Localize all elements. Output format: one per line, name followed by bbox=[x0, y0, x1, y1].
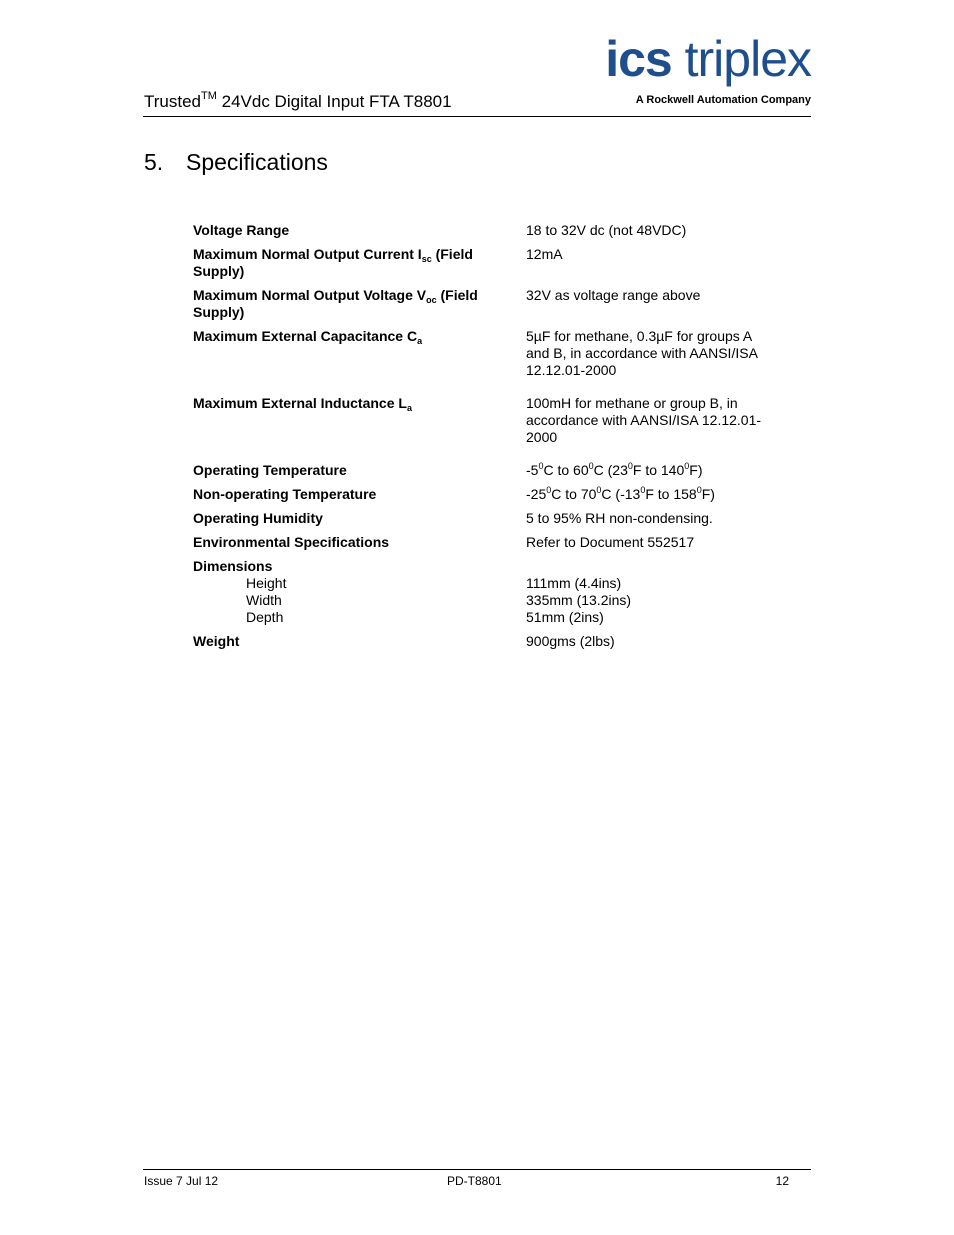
label-subscript: sc bbox=[421, 254, 432, 264]
label-subscript: a bbox=[417, 336, 423, 346]
footer-issue: Issue 7 Jul 12 bbox=[144, 1174, 219, 1188]
spec-row-nonoperating-temperature bbox=[193, 486, 773, 503]
value-text: -5 bbox=[526, 462, 539, 478]
value-text: C (23 bbox=[593, 462, 628, 478]
spec-value bbox=[526, 486, 766, 503]
label-text: Maximum Normal Output Voltage V bbox=[193, 287, 427, 303]
spec-label: Voltage Range bbox=[193, 222, 290, 238]
spec-value: 5µF for methane, 0.3µF for groups A and B, in accordance with AANSI/ISA 12.12.01-2000 bbox=[526, 328, 758, 378]
value-text: C to 70 bbox=[551, 486, 597, 502]
logo-wordmark bbox=[605, 31, 811, 87]
degree-mark: 0 bbox=[596, 485, 602, 495]
spec-row-environmental bbox=[193, 534, 773, 551]
label-text: Maximum External Capacitance C bbox=[193, 328, 418, 344]
label-text: Maximum Normal Output Current I bbox=[193, 246, 422, 262]
degree-mark: 0 bbox=[546, 485, 552, 495]
logo-tagline: A Rockwell Automation Company bbox=[635, 94, 811, 106]
spec-row-dimensions bbox=[193, 558, 773, 626]
spec-label: Operating Humidity bbox=[193, 510, 323, 526]
document-title bbox=[144, 92, 452, 112]
title-prefix: Trusted bbox=[144, 92, 202, 111]
spec-value: 12mA bbox=[526, 246, 563, 262]
logo-ics: ics bbox=[605, 31, 672, 87]
spec-label bbox=[193, 395, 503, 412]
spec-row-weight bbox=[193, 633, 773, 650]
title-rest: 24Vdc Digital Input FTA T8801 bbox=[216, 92, 452, 111]
spec-row-operating-temperature bbox=[193, 462, 773, 479]
dimension-value-width: 335mm (13.2ins) bbox=[526, 592, 632, 608]
spec-label bbox=[193, 328, 503, 345]
dimension-value-depth: 51mm (2ins) bbox=[526, 609, 604, 625]
degree-mark: 0 bbox=[684, 461, 690, 471]
page-header bbox=[143, 31, 811, 117]
spec-label: Operating Temperature bbox=[193, 462, 347, 478]
spec-row-max-inductance bbox=[193, 395, 773, 446]
degree-mark: 0 bbox=[627, 461, 633, 471]
trademark-mark: TM bbox=[201, 90, 217, 102]
degree-mark: 0 bbox=[588, 461, 594, 471]
value-text: C to 60 bbox=[543, 462, 589, 478]
spec-value: 5 to 95% RH non-condensing. bbox=[526, 510, 713, 526]
spec-row-max-voltage bbox=[193, 287, 773, 321]
spec-row-operating-humidity bbox=[193, 510, 773, 527]
spec-label bbox=[193, 287, 503, 321]
label-text: (Field Supply) bbox=[193, 287, 478, 320]
spec-value bbox=[526, 462, 766, 479]
spec-row-voltage-range bbox=[193, 222, 773, 239]
ics-triplex-logo bbox=[599, 31, 811, 110]
degree-mark: 0 bbox=[538, 461, 544, 471]
spec-label bbox=[193, 246, 503, 280]
spec-value: Refer to Document 552517 bbox=[526, 534, 695, 550]
spec-value bbox=[526, 558, 766, 626]
dimension-label-width: Width bbox=[246, 592, 282, 608]
label-subscript: a bbox=[406, 403, 412, 413]
value-text: F to 140 bbox=[632, 462, 685, 478]
value-text: F to 158 bbox=[645, 486, 697, 502]
degree-mark: 0 bbox=[640, 485, 646, 495]
section-title: Specifications bbox=[186, 149, 328, 175]
value-text: -25 bbox=[526, 486, 547, 502]
label-text: (Field Supply) bbox=[193, 246, 473, 279]
spec-value: 32V as voltage range above bbox=[526, 287, 701, 303]
label-subscript: oc bbox=[426, 295, 437, 305]
section-heading bbox=[144, 149, 328, 176]
spec-label: Non-operating Temperature bbox=[193, 486, 377, 502]
spec-value: 100mH for methane or group B, in accordance with AANSI/ISA 12.12.01-2000 bbox=[526, 395, 762, 445]
value-text: F) bbox=[701, 486, 715, 502]
spec-label bbox=[193, 558, 503, 626]
value-text: C (-13 bbox=[601, 486, 641, 502]
specifications-table bbox=[193, 222, 773, 657]
section-number: 5. bbox=[144, 149, 164, 175]
spec-value: 900gms (2lbs) bbox=[526, 633, 615, 649]
dimension-label-depth: Depth bbox=[246, 609, 284, 625]
footer-page-number: 12 bbox=[775, 1174, 789, 1188]
page-footer bbox=[143, 1169, 811, 1190]
spec-value: 18 to 32V dc (not 48VDC) bbox=[526, 222, 687, 238]
logo-triplex: triplex bbox=[671, 31, 811, 87]
dimensions-heading: Dimensions bbox=[193, 558, 273, 574]
value-text: F) bbox=[689, 462, 703, 478]
dimension-value-height: 111mm (4.4ins) bbox=[526, 575, 622, 591]
footer-document-id: PD-T8801 bbox=[447, 1174, 502, 1188]
spec-label: Weight bbox=[193, 633, 240, 649]
spec-row-max-capacitance bbox=[193, 328, 773, 379]
spec-row-max-current bbox=[193, 246, 773, 280]
label-text: Maximum External Inductance L bbox=[193, 395, 407, 411]
dimension-label-height: Height bbox=[246, 575, 287, 591]
degree-mark: 0 bbox=[696, 485, 702, 495]
spec-label: Environmental Specifications bbox=[193, 534, 390, 550]
